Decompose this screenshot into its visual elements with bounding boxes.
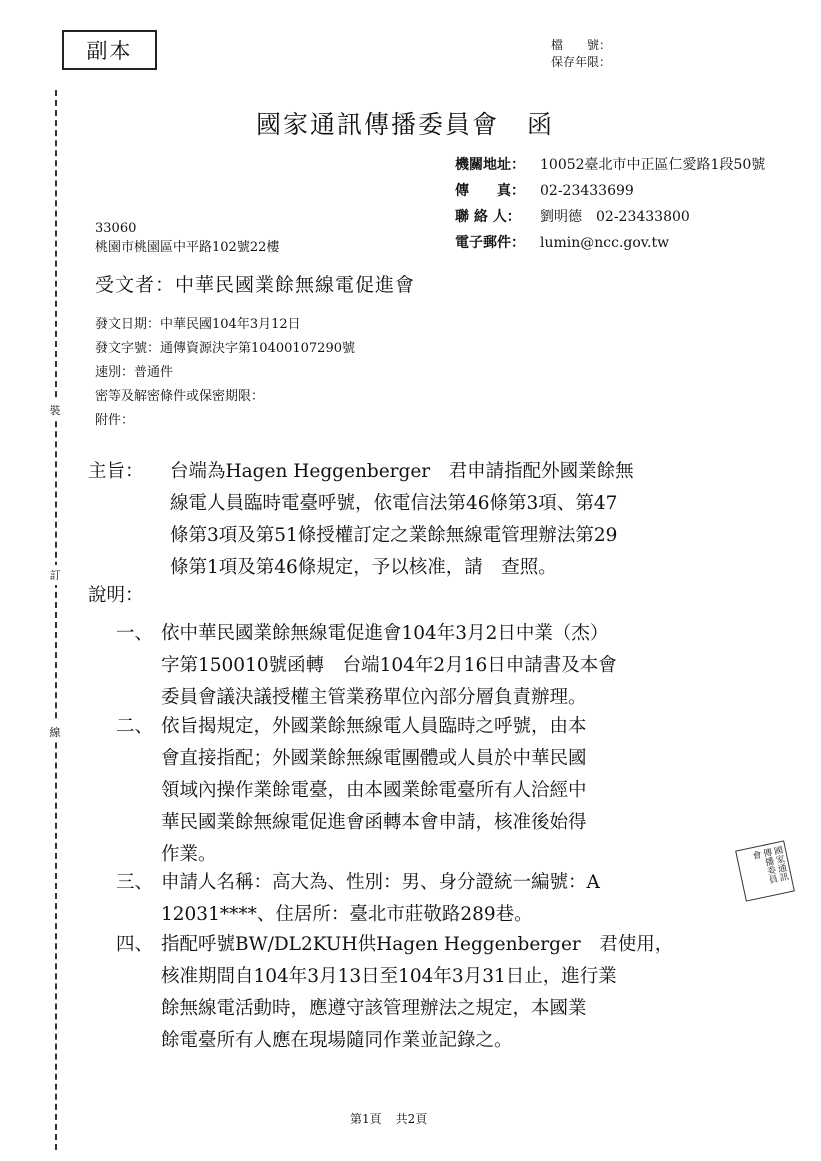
explanation-label: 說明： — [88, 585, 144, 606]
item-number: 二、 — [116, 716, 154, 737]
item-line: 字第150010號函轉 台端104年2月16日申請書及本會 — [161, 655, 617, 676]
issue-date: 發文日期：中華民國104年3月12日 — [95, 317, 301, 332]
attachment-label: 附件： — [95, 413, 135, 428]
page-number: 第1頁 — [350, 1112, 382, 1126]
subject-label: 主旨： — [88, 461, 144, 482]
item-line: 依旨揭規定，外國業餘無線電人員臨時之呼號，由本 — [161, 716, 587, 737]
item-line: 12031****、住居所：臺北市莊敬路289巷。 — [161, 904, 533, 925]
contact-label: 聯 絡 人： — [455, 209, 521, 225]
item-text — [161, 711, 761, 871]
subject-line: 線電人員臨時電臺呼號，依電信法第46條第3項、第47 — [170, 493, 618, 514]
postal-code: 33060 — [95, 221, 137, 236]
item-line: 作業。 — [161, 844, 217, 865]
item-line: 餘無線電活動時，應遵守該管理辦法之規定，本國業 — [161, 998, 587, 1019]
archive-info — [551, 37, 611, 71]
binding-line — [55, 90, 57, 1150]
recipient-address: 桃園市桃園區中平路102號22樓 — [95, 240, 280, 255]
contact-row-fax — [455, 178, 765, 204]
binding-char-xian: 線 — [46, 722, 64, 742]
contact-label: 傳 真： — [455, 183, 525, 199]
subject-line: 台端為Hagen Heggenberger 君申請指配外國業餘無 — [170, 461, 634, 482]
item-text — [161, 618, 761, 714]
agency-contact-block — [455, 152, 765, 256]
item-line: 依中華民國業餘無線電促進會104年3月2日中業（杰） — [161, 623, 609, 644]
item-line: 申請人名稱：高大為、性別：男、身分證統一編號：A — [161, 872, 600, 893]
contact-label: 電子郵件： — [455, 235, 525, 251]
contact-value: 02-23433699 — [540, 183, 634, 199]
item-line: 華民國業餘無線電促進會函轉本會申請，核准後始得 — [161, 812, 587, 833]
contact-row-person — [455, 204, 765, 230]
contact-label: 機關地址： — [455, 157, 525, 173]
binding-char-ding: 訂 — [46, 565, 64, 585]
issuing-agency: 國家通訊傳播委員會 — [256, 110, 500, 139]
item-number: 三、 — [116, 872, 154, 893]
item-line: 餘電臺所有人應在現場隨同作業並記錄之。 — [161, 1030, 513, 1051]
agency-seal-stamp: 國家通訊傳播委員會 — [735, 840, 795, 901]
file-number-label: 檔 號： — [551, 38, 612, 52]
item-number: 四、 — [116, 934, 154, 955]
copy-label-box: 副本 — [62, 30, 157, 70]
item-line: 核准期間自104年3月13日至104年3月31日止，進行業 — [161, 966, 617, 987]
page-total: 共2頁 — [395, 1112, 428, 1126]
binding-char-zhuang: 裝 — [46, 400, 64, 420]
document-number: 發文字號：通傳資源決字第10400107290號 — [95, 341, 355, 356]
subject-line: 條第3項及第51條授權訂定之業餘無線電管理辦法第29 — [170, 525, 618, 546]
document-title — [256, 105, 554, 141]
item-text — [161, 929, 761, 1057]
contact-row-address — [455, 152, 765, 178]
item-number: 一、 — [116, 623, 154, 644]
document-meta-block — [95, 313, 355, 433]
recipient-postal-block — [95, 219, 279, 257]
document-type: 函 — [527, 110, 555, 139]
contact-value: lumin@ncc.gov.tw — [540, 235, 670, 251]
item-text — [161, 867, 761, 931]
contact-value: 劉明德 02-23433800 — [540, 209, 690, 225]
retention-period-label: 保存年限： — [551, 55, 612, 69]
item-line: 指配呼號BW/DL2KUH供Hagen Heggenberger 君使用， — [161, 934, 674, 955]
contact-value: 10052臺北市中正區仁愛路1段50號 — [540, 157, 766, 173]
item-line: 委員會議決議授權主管業務單位內部分層負責辦理。 — [161, 687, 587, 708]
recipient-line: 受文者：中華民國業餘無線電促進會 — [95, 274, 416, 296]
subject-line: 條第1項及第46條規定，予以核准，請 查照。 — [170, 557, 557, 578]
delivery-speed: 速別：普通件 — [95, 365, 174, 380]
page-footer — [350, 1110, 427, 1127]
contact-row-email — [455, 230, 765, 256]
subject-text — [170, 456, 810, 584]
item-line: 會直接指配；外國業餘無線電團體或人員於中華民國 — [161, 748, 587, 769]
secrecy-level: 密等及解密條件或保密期限： — [95, 389, 265, 404]
item-line: 領域內操作業餘電臺，由本國業餘電臺所有人洽經中 — [161, 780, 587, 801]
